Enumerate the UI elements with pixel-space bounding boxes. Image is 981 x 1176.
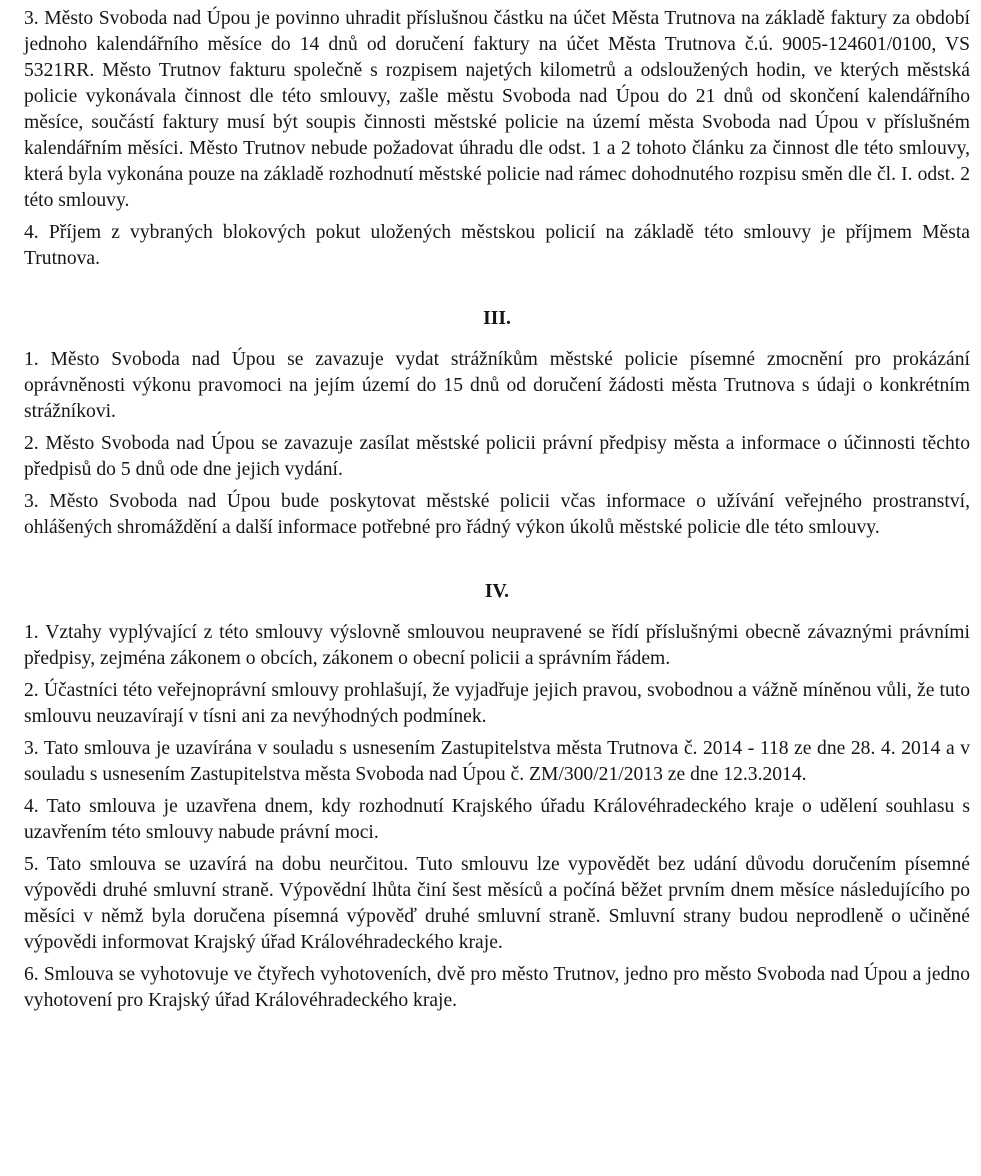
paragraph-iv-4: 4. Tato smlouva je uzavřena dnem, kdy rozhodnutí Krajského úřadu Královéhradeckého kraje o udělení souhlasu s uzavřením této smlouvy nabude právní moci.	[24, 796, 970, 843]
paragraph-ii-4: 4. Příjem z vybraných blokových pokut uložených městskou policií na základě této smlouvy je příjmem Města Trutnova.	[24, 222, 970, 269]
paragraph-iv-2: 2. Účastníci této veřejnoprávní smlouvy prohlašují, že vyjadřuje jejich pravou, svobodnou a vážně míněnou vůli, že tuto smlouvu neuzavírají v tísni ani za nevýhodných podmínek.	[24, 680, 970, 727]
article-iv	[24, 579, 970, 1014]
paragraph-iii-2: 2. Město Svoboda nad Úpou se zavazuje zasílat městské policii právní předpisy města a informace o účinnosti těchto předpisů do 5 dnů ode dne jejich vydání.	[24, 433, 970, 480]
paragraph-iv-3: 3. Tato smlouva je uzavírána v souladu s usnesením Zastupitelstva města Trutnova č. 2014 - 118 ze dne 28. 4. 2014 a v souladu s usnesením Zastupitelstva města Svoboda nad Úpou č. ZM/300/21/2013 ze dne 12.3.2014.	[24, 738, 970, 785]
paragraph-iv-1: 1. Vztahy vyplývající z této smlouvy výslovně smlouvou neupravené se řídí příslušnými obecně závaznými právními předpisy, zejména zákonem o obcích, zákonem o obecní policii a správním řádem.	[24, 622, 970, 669]
article-ii-continuation	[24, 6, 970, 272]
article-heading-iv: IV.	[484, 581, 510, 602]
paragraph-iii-1: 1. Město Svoboda nad Úpou se zavazuje vydat strážníkům městské policie písemné zmocnění pro prokázání oprávněnosti výkonu pravomoci na jejím území do 15 dnů od doručení žádosti města Trutnova s údaji o konkrétním strážníkovi.	[24, 349, 970, 422]
paragraph-iii-3: 3. Město Svoboda nad Úpou bude poskytovat městské policii včas informace o užívání veřejného prostranství, ohlášených shromáždění a další informace potřebné pro řádný výkon úkolů městské policie dle této smlouvy.	[24, 491, 970, 538]
paragraph-iv-5: 5. Tato smlouva se uzavírá na dobu neurčitou. Tuto smlouvu lze vypovědět bez udání důvodu doručením písemné výpovědi druhé smluvní straně. Výpovědní lhůta činí šest měsíců a počíná běžet prvním dnem měsíce následujícího po měsíci v němž byla doručena písemná výpověď druhé smluvní straně. Smluvní strany budou neprodleně o učiněné výpovědi informovat Krajský úřad Královéhradeckého kraje.	[24, 854, 970, 953]
paragraph-iv-6: 6. Smlouva se vyhotovuje ve čtyřech vyhotoveních, dvě pro město Trutnov, jedno pro město Svoboda nad Úpou a jedno vyhotovení pro Krajský úřad Královéhradeckého kraje.	[24, 964, 970, 1011]
article-heading-iii: III.	[483, 308, 511, 329]
article-iii	[24, 306, 970, 541]
paragraph-ii-3: 3. Město Svoboda nad Úpou je povinno uhradit příslušnou částku na účet Města Trutnova na základě faktury za období jednoho kalendářního měsíce do 14 dnů od doručení faktury na účet Města Trutnova č.ú. 9005-124601/0100, VS 5321RR. Město Trutnov fakturu společně s rozpisem najetých kilometrů a odsloužených hodin, ve kterých městská policie vykonávala činnost dle této smlouvy, zašle městu Svoboda nad Úpou do 21 dnů od skončení kalendářního měsíce, součástí faktury musí být soupis činnosti městské policie na území města Svoboda nad Úpou v příslušném kalendářním měsíci. Město Trutnov nebude požadovat úhradu dle odst. 1 a 2 tohoto článku za činnost dle této smlouvy, která byla vykonána pouze na základě rozhodnutí městské policie nad rámec dohodnutého rozpisu směn dle čl. I. odst. 2 této smlouvy.	[24, 8, 970, 211]
contract-page	[24, 6, 970, 1020]
